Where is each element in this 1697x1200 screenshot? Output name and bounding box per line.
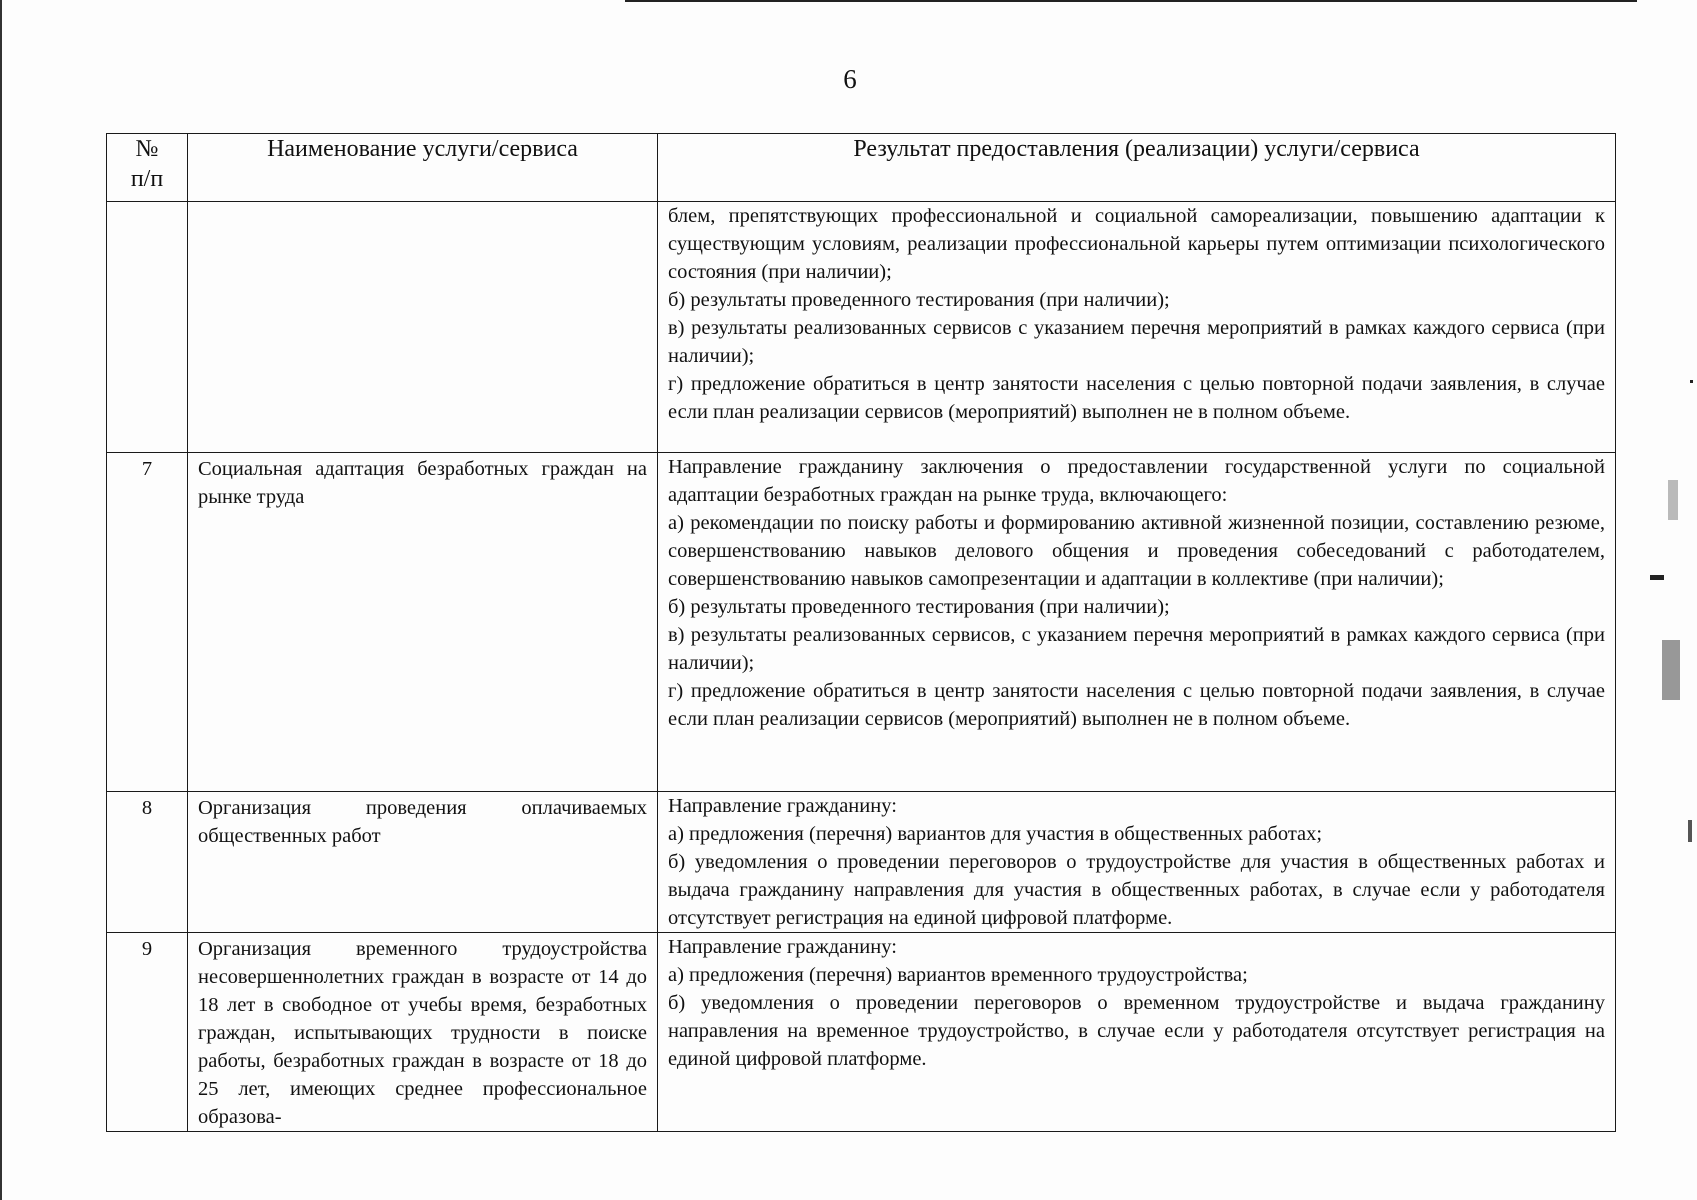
table-row — [107, 792, 1616, 933]
scan-speck — [1688, 820, 1692, 842]
service-name — [188, 933, 658, 1132]
scan-left-border — [0, 0, 2, 1200]
service-name-text: Организация проведения оплачиваемых общественных работ — [198, 797, 647, 847]
page-number: 6 — [843, 64, 857, 94]
result-paragraph: б) результаты проведенного тестирования (при наличии); — [668, 289, 1170, 311]
header-number-symbol: № — [135, 136, 159, 162]
table-row — [107, 202, 1616, 453]
service-name-text: Организация временного трудоустройства несовершеннолетних граждан в возрасте от 14 до 18 лет в свободное от учебы время, безработных граждан, испытывающих трудности в поиске работы, безработных граждан в возрасте от 18 до 25 лет, имеющих среднее профессиональное образова- — [198, 938, 647, 1128]
row-number: 7 — [107, 453, 188, 792]
header-service-name: Наименование услуги/сервиса — [188, 134, 658, 202]
service-name — [188, 453, 658, 792]
service-result — [658, 792, 1616, 933]
service-name — [188, 202, 658, 453]
service-result — [658, 202, 1616, 453]
result-paragraph: в) результаты реализованных сервисов с указанием перечня мероприятий в рамках каждого сервиса (при наличии); — [668, 317, 1605, 367]
result-paragraph: Направление гражданину: — [668, 795, 897, 817]
table-row — [107, 933, 1616, 1132]
result-paragraph: б) уведомления о проведении переговоров о трудоустройстве для участия в общественных работах и выдача гражданину направления для участия в общественных работах, в случае если у работодателя отсутствует регистрация на единой цифровой платформе. — [668, 851, 1605, 929]
result-paragraph: а) предложения (перечня) вариантов временного трудоустройства; — [668, 964, 1248, 986]
scan-speck — [1662, 640, 1680, 700]
result-paragraph: г) предложение обратиться в центр занятости населения с целью повторной подачи заявления, в случае если план реализации сервисов (мероприятий) выполнен не в полном объеме. — [668, 373, 1605, 423]
result-paragraph: б) результаты проведенного тестирования (при наличии); — [668, 596, 1170, 618]
row-number: 8 — [107, 792, 188, 933]
result-paragraph: г) предложение обратиться в центр занятости населения с целью повторной подачи заявления, в случае если план реализации сервисов (мероприятий) выполнен не в полном объеме. — [668, 680, 1605, 730]
service-name-text: Социальная адаптация безработных граждан на рынке труда — [198, 458, 647, 508]
service-result — [658, 933, 1616, 1132]
header-number — [107, 134, 188, 202]
result-paragraph: в) результаты реализованных сервисов, с указанием перечня мероприятий в рамках каждого сервиса (при наличии); — [668, 624, 1605, 674]
services-table — [106, 133, 1616, 1132]
result-paragraph: Направление гражданину заключения о предоставлении государственной услуги по социальной адаптации безработных граждан на рынке труда, включающего: — [668, 456, 1605, 506]
service-result — [658, 453, 1616, 792]
scan-speck — [1650, 575, 1664, 580]
table-row — [107, 453, 1616, 792]
scan-speck — [1690, 380, 1693, 383]
result-paragraph: Направление гражданину: — [668, 936, 897, 958]
result-paragraph: б) уведомления о проведении переговоров о временном трудоустройстве и выдача гражданину направления на временное трудоустройство, в случае если у работодателя отсутствует регистрация на единой цифровой платформе. — [668, 992, 1605, 1070]
scan-speck — [1668, 480, 1678, 520]
row-number: 9 — [107, 933, 188, 1132]
table-header-row — [107, 134, 1616, 202]
scan-top-border — [625, 0, 1637, 2]
header-number-abbrev: п/п — [130, 166, 164, 192]
header-service-result: Результат предоставления (реализации) услуги/сервиса — [658, 134, 1616, 202]
row-number — [107, 202, 188, 453]
service-name — [188, 792, 658, 933]
result-paragraph: а) предложения (перечня) вариантов для участия в общественных работах; — [668, 823, 1323, 845]
result-paragraph: блем, препятствующих профессиональной и социальной самореализации, повышению адаптации к существующим условиям, реализации профессиональной карьеры путем оптимизации психологического состояния (при наличии); — [668, 205, 1605, 283]
result-paragraph: а) рекомендации по поиску работы и формированию активной жизненной позиции, составлению резюме, совершенствованию навыков делового общения и проведения собеседований с работодателем, совершенствованию навыков самопрезентации и адаптации в коллективе (при наличии); — [668, 512, 1605, 590]
